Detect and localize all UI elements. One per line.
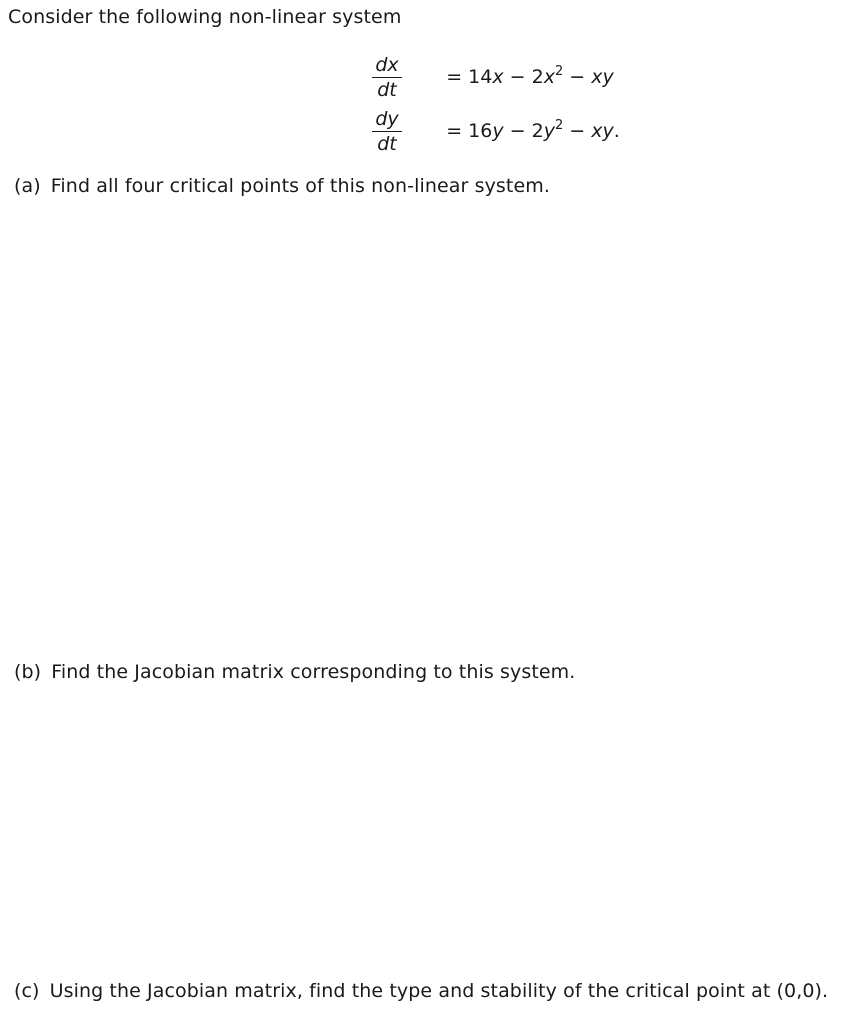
rhs-term: − (563, 120, 592, 142)
rhs-term: . (613, 120, 620, 142)
fraction-bar (372, 77, 402, 78)
rhs-term: y (543, 120, 555, 142)
equals-sign: = (446, 120, 463, 142)
rhs-term: − 2 (503, 120, 544, 142)
derivative-fraction (372, 54, 402, 101)
fraction-denominator: dt (377, 132, 397, 155)
equation-rhs (410, 98, 620, 164)
question-c (14, 980, 828, 1002)
question-b (14, 661, 575, 683)
equation-system (372, 50, 620, 158)
rhs-term: xy (591, 66, 614, 88)
exponent: 2 (554, 64, 564, 79)
rhs-term: − (563, 66, 592, 88)
rhs-term: − 2 (503, 66, 544, 88)
rhs-term: xy (591, 120, 614, 142)
question-text: Using the Jacobian matrix, find the type and stability of the critical point at (0,0). (49, 980, 829, 1002)
rhs-term: 14 (468, 66, 493, 88)
question-text: Find all four critical points of this non-linear system. (50, 175, 551, 197)
rhs-term: x (492, 66, 504, 88)
intro-text: Consider the following non-linear system (8, 6, 402, 28)
question-a (14, 175, 550, 197)
derivative-fraction (372, 108, 402, 155)
rhs-term: x (543, 66, 555, 88)
fraction-bar (372, 131, 402, 132)
fraction-denominator: dt (377, 78, 397, 101)
exponent: 2 (554, 118, 564, 133)
fraction-numerator: dy (375, 107, 399, 130)
rhs-term: y (492, 120, 504, 142)
equation-dx-dt (372, 50, 620, 104)
equation-dy-dt (372, 104, 620, 158)
fraction-numerator: dx (375, 53, 399, 76)
question-label: (a) (14, 175, 41, 197)
question-text: Find the Jacobian matrix corresponding to this system. (51, 661, 576, 683)
question-label: (c) (14, 980, 40, 1002)
rhs-term: 16 (468, 120, 493, 142)
question-label: (b) (14, 661, 42, 683)
equals-sign: = (446, 66, 463, 88)
